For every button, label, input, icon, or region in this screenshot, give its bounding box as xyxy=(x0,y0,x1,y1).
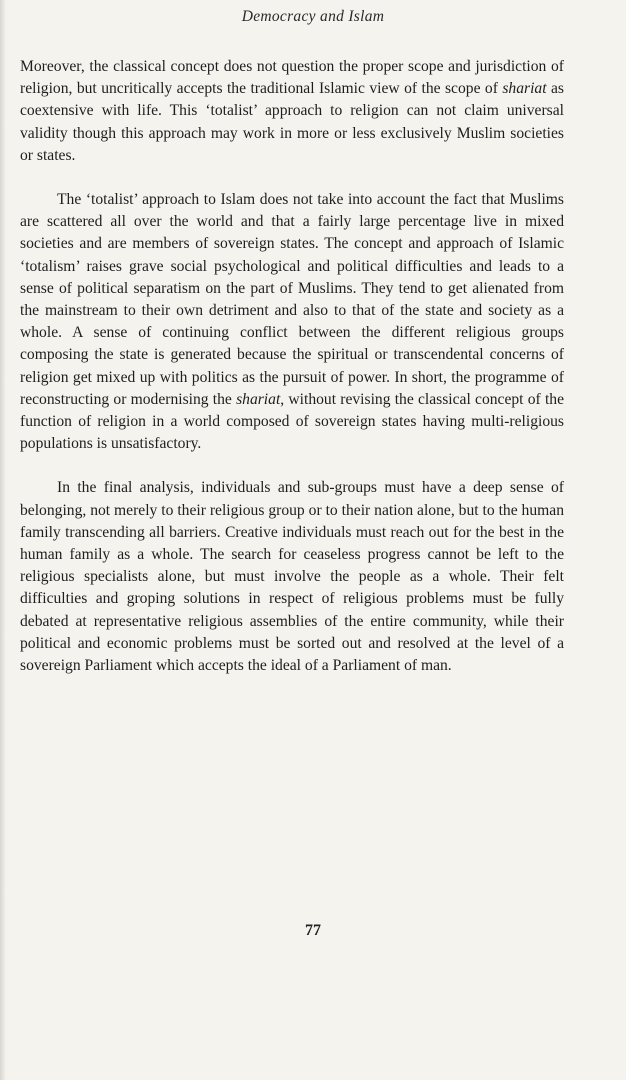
running-head: Democracy and Islam xyxy=(241,8,385,25)
paragraph-3-text: In the final analysis, individuals and sub-groups must have a deep sense of belonging, not merely to their religious group or to their nation alone, but to the human family transcending all barriers. Creative individuals must reach out for the best in the human family as a whole. The search for ceaseless progress cannot be left to the religious specialists alone, but must involve the people as a whole. Their felt difficulties and groping solutions in respect of religious problems must be fully debated at representative religious assemblies of the entire community, while their political and economic problems must be sorted out and resolved at the level of a sovereign Parliament which accepts the ideal of a Parliament of man. xyxy=(20,479,564,675)
paragraph-2 xyxy=(20,189,564,455)
page-edge-shadow xyxy=(0,0,6,1080)
paragraph-1 xyxy=(20,56,564,167)
page-number: 77 xyxy=(305,922,321,939)
body-text xyxy=(20,56,564,699)
paragraph-3 xyxy=(20,477,564,677)
paragraph-1-text-b: as coextensive with life. This ‘totalist’ approach to religion can not claim universal validity though this approach may work in more or less exclusively Muslim societies or states. xyxy=(20,80,564,164)
paragraph-2-text-a: The ‘totalist’ approach to Islam does not take into account the fact that Muslims are scattered all over the world and that a fairly large percentage live in mixed societies and are members of sovereign states. The concept and approach of Islamic ‘totalism’ raises grave social psychological and political difficulties and leads to a sense of political separatism on the part of Muslims. They tend to get alienated from the mainstream to their own detriment and also to that of the state and society as a whole. A sense of continuing conflict between the different religious groups composing the state is generated because the spiritual or transcendental concerns of religion get mixed up with politics as the pursuit of power. In short, the programme of reconstructing or modernising the xyxy=(20,191,564,408)
paragraph-2-text-b: , without revising the classical concept of the function of religion in a world composed of sovereign states having multi-religious populations is unsatisfactory. xyxy=(20,390,564,453)
paragraph-2-italic-term: shariat xyxy=(236,390,281,408)
paragraph-1-text-a: Moreover, the classical concept does not question the proper scope and jurisdiction of religion, but uncritically accepts the traditional Islamic view of the scope of xyxy=(20,58,564,98)
paragraph-1-italic-term: shariat xyxy=(502,80,547,98)
